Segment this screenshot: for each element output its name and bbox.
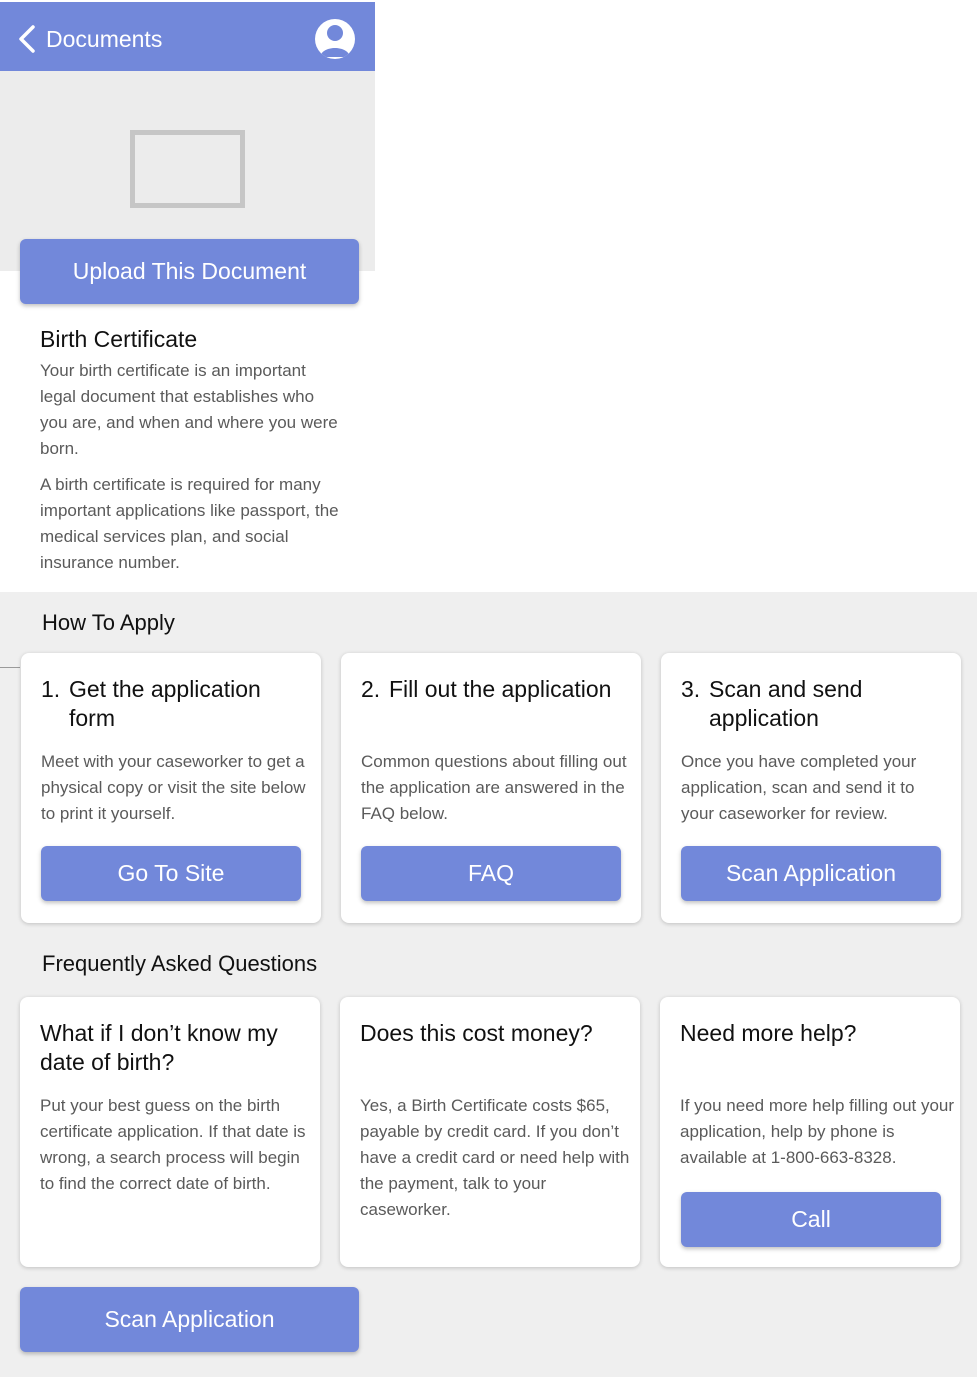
faq-button[interactable]: FAQ <box>361 846 621 901</box>
call-button[interactable]: Call <box>681 1192 941 1247</box>
faq-answer: If you need more help filling out your application, help by phone is available at 1-800-663-8328. <box>680 1096 955 1167</box>
document-title: Birth Certificate <box>40 326 198 352</box>
step-number: 1. <box>41 676 61 702</box>
faq-question: Need more help? <box>680 1020 857 1046</box>
upload-document-button[interactable]: Upload This Document <box>20 239 359 304</box>
how-to-apply-heading: How To Apply <box>42 610 175 635</box>
user-avatar-icon[interactable] <box>315 19 355 59</box>
faq-card-cost <box>340 997 640 1267</box>
step-number: 2. <box>361 676 381 702</box>
step-title: Scan and send application <box>709 676 863 731</box>
faq-card-date-of-birth <box>20 997 320 1267</box>
step-number: 3. <box>681 676 701 702</box>
faq-answer: Yes, a Birth Certificate costs $65, payable by credit card. If you don’t have a credit card or need help with the payment, talk to your caseworker. <box>360 1096 630 1219</box>
page-title: Documents <box>46 26 163 52</box>
document-requirement: A birth certificate is required for many important applications like passport, the medical services plan, and social insurance number. <box>40 475 339 572</box>
divider <box>0 667 20 668</box>
faq-heading: Frequently Asked Questions <box>42 951 318 976</box>
app-header <box>0 2 375 71</box>
step-description: Common questions about filling out the application are answered in the FAQ below. <box>361 752 627 823</box>
step-description: Once you have completed your application, scan and send it to your caseworker for review. <box>681 752 917 823</box>
faq-answer: Put your best guess on the birth certificate application. If that date is wrong, a search process will begin to find the correct date of birth. <box>40 1096 306 1193</box>
step-card-fill-out <box>341 653 641 923</box>
scan-application-bottom-button[interactable]: Scan Application <box>20 1287 359 1352</box>
step-title: Fill out the application <box>389 676 612 702</box>
document-placeholder-icon <box>130 130 245 208</box>
step-card-get-form <box>21 653 321 923</box>
go-to-site-button[interactable]: Go To Site <box>41 846 301 901</box>
step-card-scan-send <box>661 653 961 923</box>
step-description: Meet with your caseworker to get a physical copy or visit the site below to print it yourself. <box>41 752 306 823</box>
faq-card-help <box>660 997 960 1267</box>
chevron-left-icon[interactable] <box>16 24 38 54</box>
faq-question: Does this cost money? <box>360 1020 593 1046</box>
scan-application-button[interactable]: Scan Application <box>681 846 941 901</box>
faq-question: What if I don’t know my date of birth? <box>40 1020 278 1075</box>
document-description: Your birth certificate is an important legal document that establishes who you are, and when and where you were born. <box>40 361 338 458</box>
step-title: Get the application form <box>69 676 261 731</box>
